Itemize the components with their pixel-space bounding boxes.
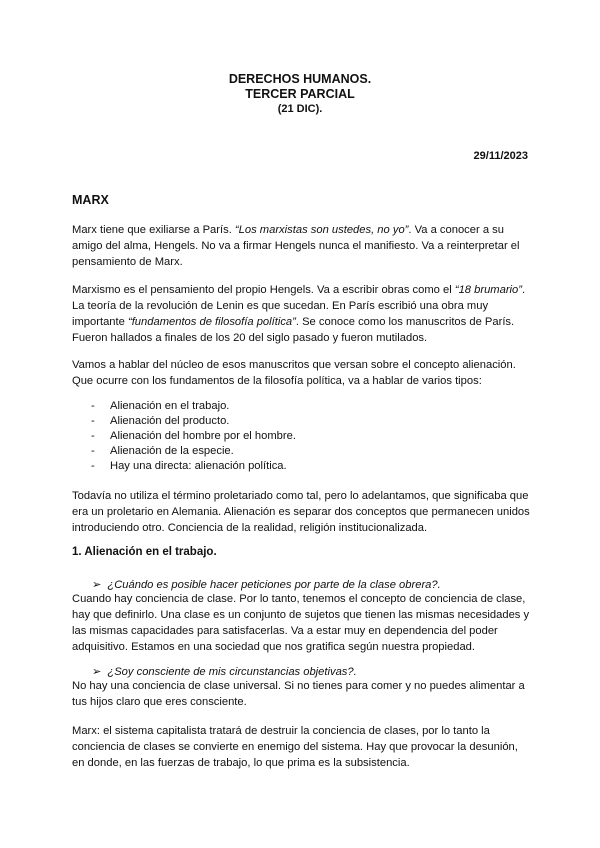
- paragraph-7: Marx: el sistema capitalista tratará de destruir la conciencia de clases, por lo tanto la conciencia de clases se convierte en enemigo del sistema. Hay que provocar la desunión, en donde, en las fuerzas de trabajo, lo que prima es la subsistencia.: [72, 725, 518, 769]
- subheading-alienation-work: 1. Alienación en el trabajo.: [72, 546, 217, 558]
- paragraph-2-quote-1: “18 brumario”: [454, 284, 522, 296]
- list-item-text: Hay una directa: alienación política.: [110, 460, 287, 472]
- paragraph-1-quote: “Los marxistas son ustedes, no yo”: [234, 224, 409, 236]
- paragraph-2-text-b: . La teoría de la revolución de Lenin es que sucedan. En París escribió una obra muy importante: [72, 284, 526, 328]
- document-note: (21 DIC).: [277, 103, 323, 115]
- question-2-text: ¿Soy consciente de mis circunstancias objetivas?.: [107, 666, 357, 678]
- list-item-text: Alienación en el trabajo.: [110, 400, 230, 412]
- list-item-text: Alienación del hombre por el hombre.: [110, 430, 296, 442]
- paragraph-6: No hay una conciencia de clase universal. Si no tienes para comer y no puedes alimentar a tus hijos claro que eres consciente.: [72, 680, 525, 708]
- list-item-text: Alienación del producto.: [110, 415, 230, 427]
- list-item: [72, 459, 296, 474]
- paragraph-2-text-c: . Se conoce como los manuscritos de París. Fueron hallados a finales de los 20 del siglo pasado y fueron mutilados.: [72, 316, 515, 344]
- list-bullet: -: [91, 415, 95, 427]
- list-bullet: -: [91, 430, 95, 442]
- paragraph-2-text-a: Marxismo es el pensamiento del propio Hengels. Va a escribir obras como el: [72, 284, 455, 296]
- list-item: [72, 429, 296, 444]
- document-title: DERECHOS HUMANOS.: [228, 72, 372, 86]
- paragraph-3: Vamos a hablar del núcleo de esos manuscritos que versan sobre el concepto alienación. Que ocurre con los fundamentos de la filosofía política, va a hablar de varios tipos:: [72, 359, 516, 387]
- paragraph-1-text-a: Marx tiene que exiliarse a París.: [72, 224, 235, 236]
- paragraph-1: [72, 222, 532, 270]
- question-1-text: ¿Cuándo es posible hacer peticiones por parte de la clase obrera?.: [107, 579, 441, 591]
- paragraph-2-quote-2: “fundamentos de filosofía política”: [127, 316, 296, 328]
- list-bullet: -: [91, 400, 95, 412]
- arrow-bullet-icon: ➢: [92, 666, 102, 678]
- document-subtitle: TERCER PARCIAL: [245, 87, 355, 101]
- document-date: 29/11/2023: [473, 150, 528, 162]
- alienation-list: [72, 399, 296, 474]
- list-bullet: -: [91, 445, 95, 457]
- list-item: [72, 444, 296, 459]
- list-item: [72, 414, 296, 429]
- paragraph-2: [72, 282, 532, 346]
- title-block: [0, 72, 600, 117]
- list-item-text: Alienación de la especie.: [110, 445, 234, 457]
- list-item: [72, 399, 296, 414]
- arrow-bullet-icon: ➢: [92, 579, 102, 591]
- list-bullet: -: [91, 460, 95, 472]
- paragraph-4: Todavía no utiliza el término proletariado como tal, pero lo adelantamos, que significaba que era un proletario en Alemania. Alienación es separar dos conceptos que permanecen unidos introduciendo otro. Conciencia de la realidad, religión institucionalizada.: [72, 490, 530, 534]
- paragraph-5: Cuando hay conciencia de clase. Por lo tanto, tenemos el concepto de conciencia de clase, hay que definirlo. Una clase es un conjunto de sujetos que tienen las mismas necesidades y las mismas capacidades para satisfacerlas. Va a estar muy en dependencia del poder adquisitivo. Estamos en una sociedad que nos gratifica según nuestra propiedad.: [72, 593, 530, 653]
- section-heading: MARX: [72, 193, 109, 207]
- paragraph-1-text-b: . Va a conocer a su amigo del alma, Hengels. No va a firmar Hengels nunca el manifiesto. Va a reinterpretar el pensamiento de Marx.: [72, 224, 520, 268]
